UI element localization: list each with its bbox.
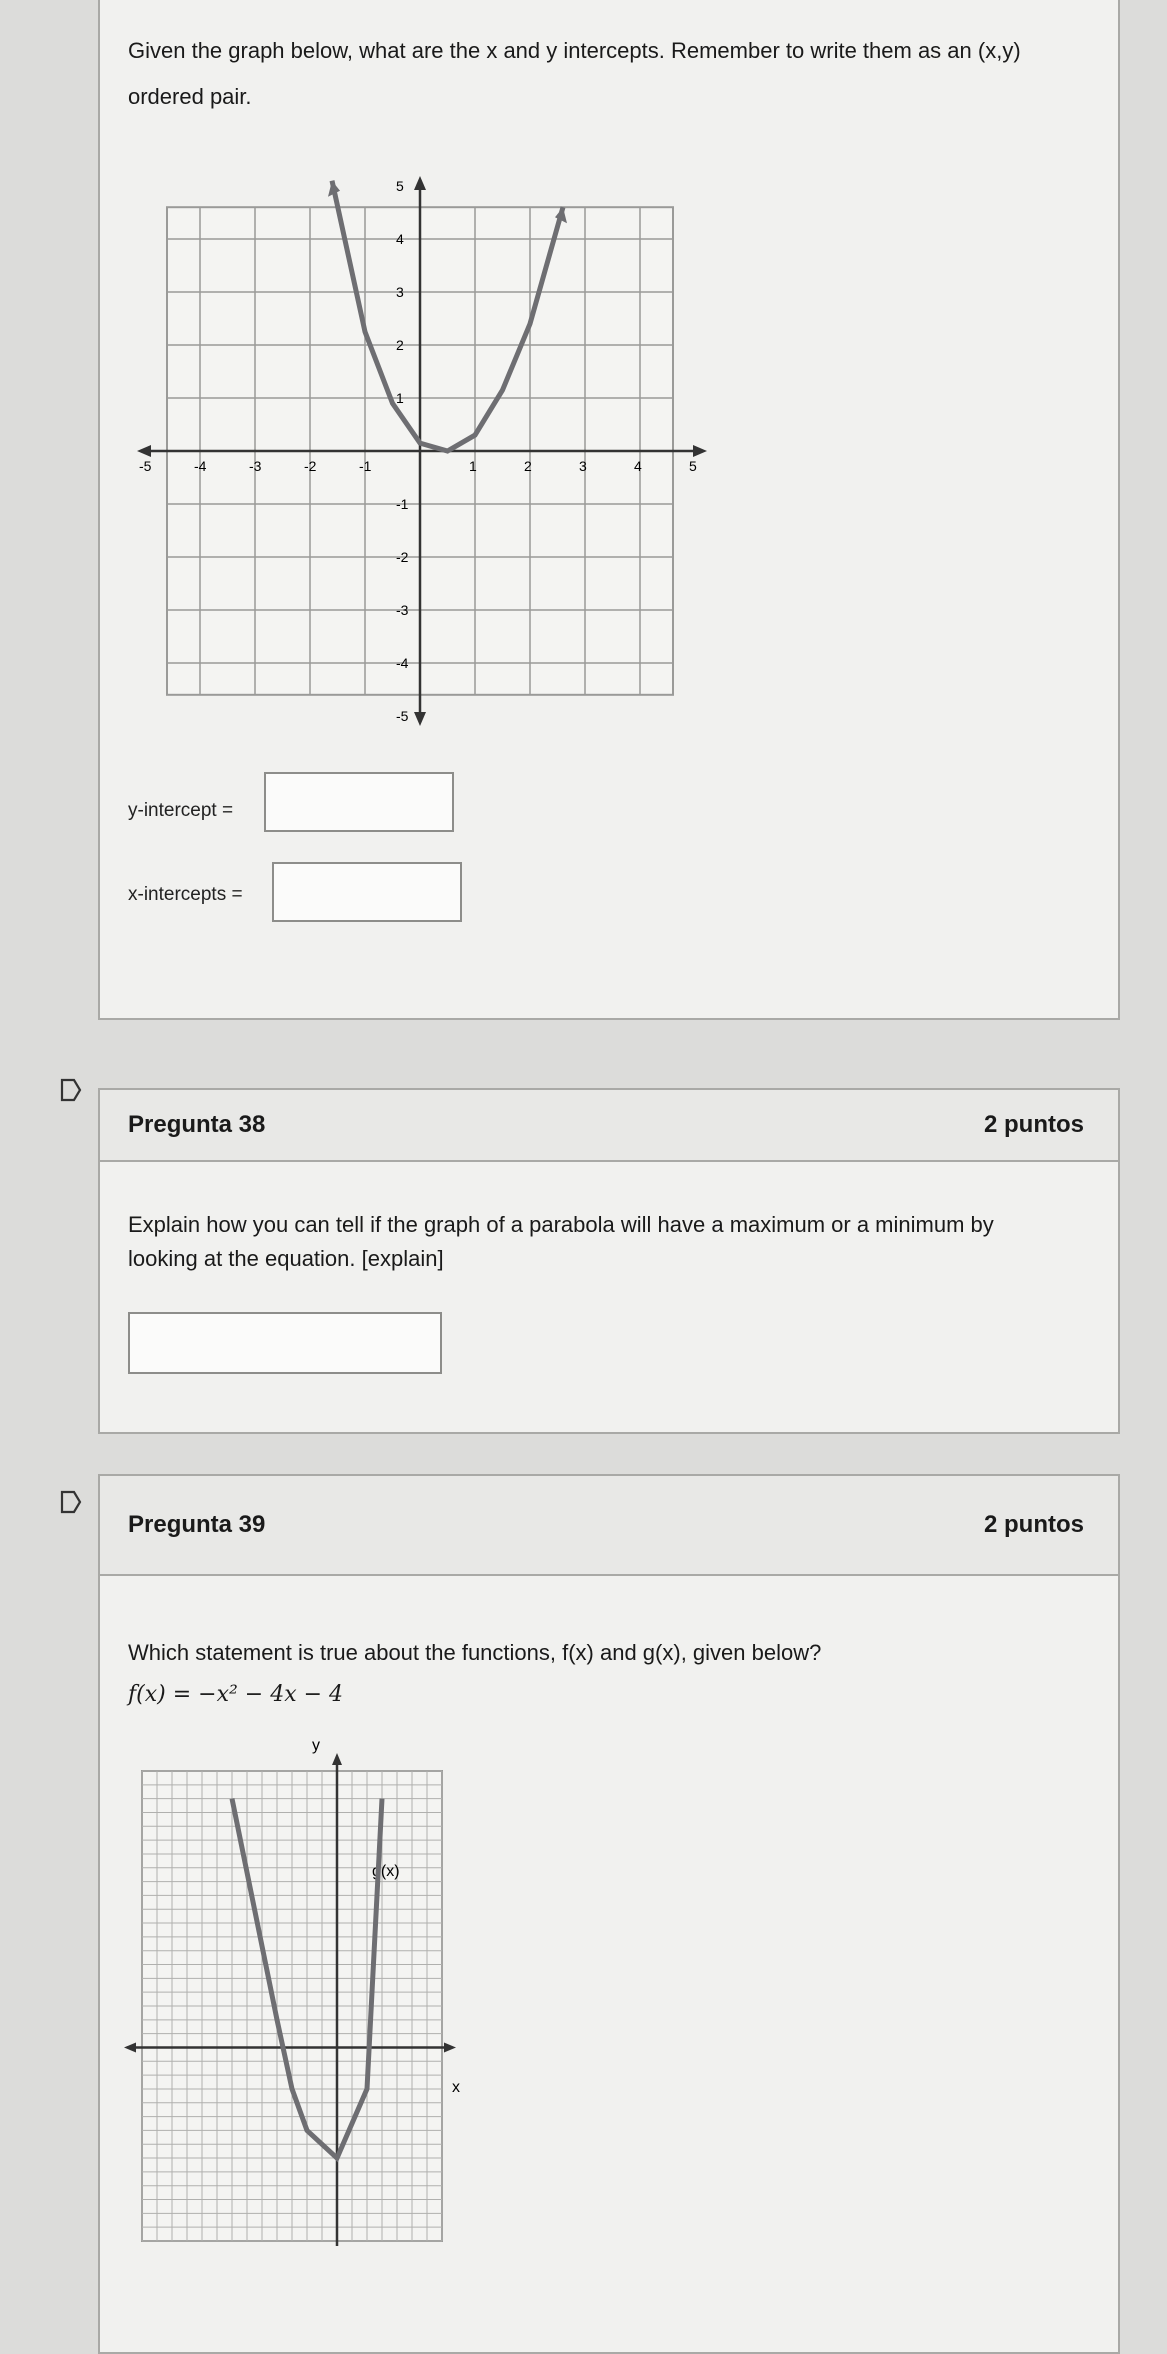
q37-x-tick-label: 3 (579, 458, 587, 474)
question-39-title: Pregunta 39 (128, 1511, 266, 1538)
question-38-answer-input[interactable] (128, 1312, 442, 1374)
q37-x-tick-label: -1 (359, 458, 372, 474)
q39-grid (142, 1771, 442, 2241)
question-38-card (98, 1088, 1120, 1434)
q37-x-tick-label: 4 (634, 458, 642, 474)
flag-icon[interactable] (60, 1490, 82, 1514)
flag-icon[interactable] (60, 1078, 82, 1102)
question-39-card (98, 1474, 1120, 2354)
question-39-equation: f(x) = −x² − 4x − 4 (128, 1682, 344, 1707)
question-38-prompt: Explain how you can tell if the graph of a parabola will have a maximum or a minimum by looking at the equation. [explain] (128, 1212, 994, 1271)
q37-y-tick-label: 5 (396, 178, 404, 194)
q37-x-arrow (693, 445, 707, 457)
question-39-prompt: Which statement is true about the functions, f(x) and g(x), given below? (128, 1640, 822, 1665)
question-37-card (98, 0, 1120, 1020)
q39-x-axis-label: x (452, 2079, 460, 2096)
q37-x-tick-label: 5 (689, 458, 697, 474)
q37-y-tick-label: -3 (396, 602, 409, 618)
question-39-points: 2 puntos (984, 1511, 1084, 1538)
q37-x-tick-label: -5 (139, 458, 152, 474)
q37-x-tick-label: -2 (304, 458, 317, 474)
q37-y-tick-label: 4 (396, 231, 404, 247)
q39-curve-label: g(x) (372, 1863, 400, 1880)
q37-x-arrow (137, 445, 151, 457)
q37-x-tick-label: -3 (249, 458, 262, 474)
q37-y-tick-label: 3 (396, 284, 404, 300)
q37-y-tick-label: -4 (396, 655, 409, 671)
x-intercepts-input[interactable] (272, 862, 462, 922)
question-38-header (100, 1090, 1118, 1162)
question-38-points: 2 puntos (984, 1111, 1084, 1138)
q39-x-arrow (124, 2042, 136, 2052)
q37-y-tick-label: -5 (396, 708, 409, 724)
q39-x-arrow (444, 2042, 456, 2052)
q37-y-tick-label: -1 (396, 496, 409, 512)
q37-x-tick-label: 1 (469, 458, 477, 474)
x-intercepts-label: x-intercepts = (128, 884, 243, 905)
q37-y-tick-label: 1 (396, 390, 404, 406)
q39-y-arrow (332, 1753, 342, 1765)
q37-x-tick-label: 2 (524, 458, 532, 474)
q39-y-axis-label: y (312, 1737, 320, 1754)
question-39-header (100, 1476, 1118, 1576)
question-37-prompt: Given the graph below, what are the x and y intercepts. Remember to write them as an (x,y) ordered pair. (128, 38, 1021, 109)
y-intercept-input[interactable] (264, 772, 454, 832)
q39-graph (122, 1726, 492, 2246)
q37-y-arrow (414, 176, 426, 190)
question-38-title: Pregunta 38 (128, 1111, 266, 1138)
y-intercept-label: y-intercept = (128, 800, 234, 821)
q37-graph (135, 166, 715, 736)
q37-x-tick-label: -4 (194, 458, 207, 474)
q37-y-arrow (414, 712, 426, 726)
q37-y-tick-label: 2 (396, 337, 404, 353)
q37-y-tick-label: -2 (396, 549, 409, 565)
